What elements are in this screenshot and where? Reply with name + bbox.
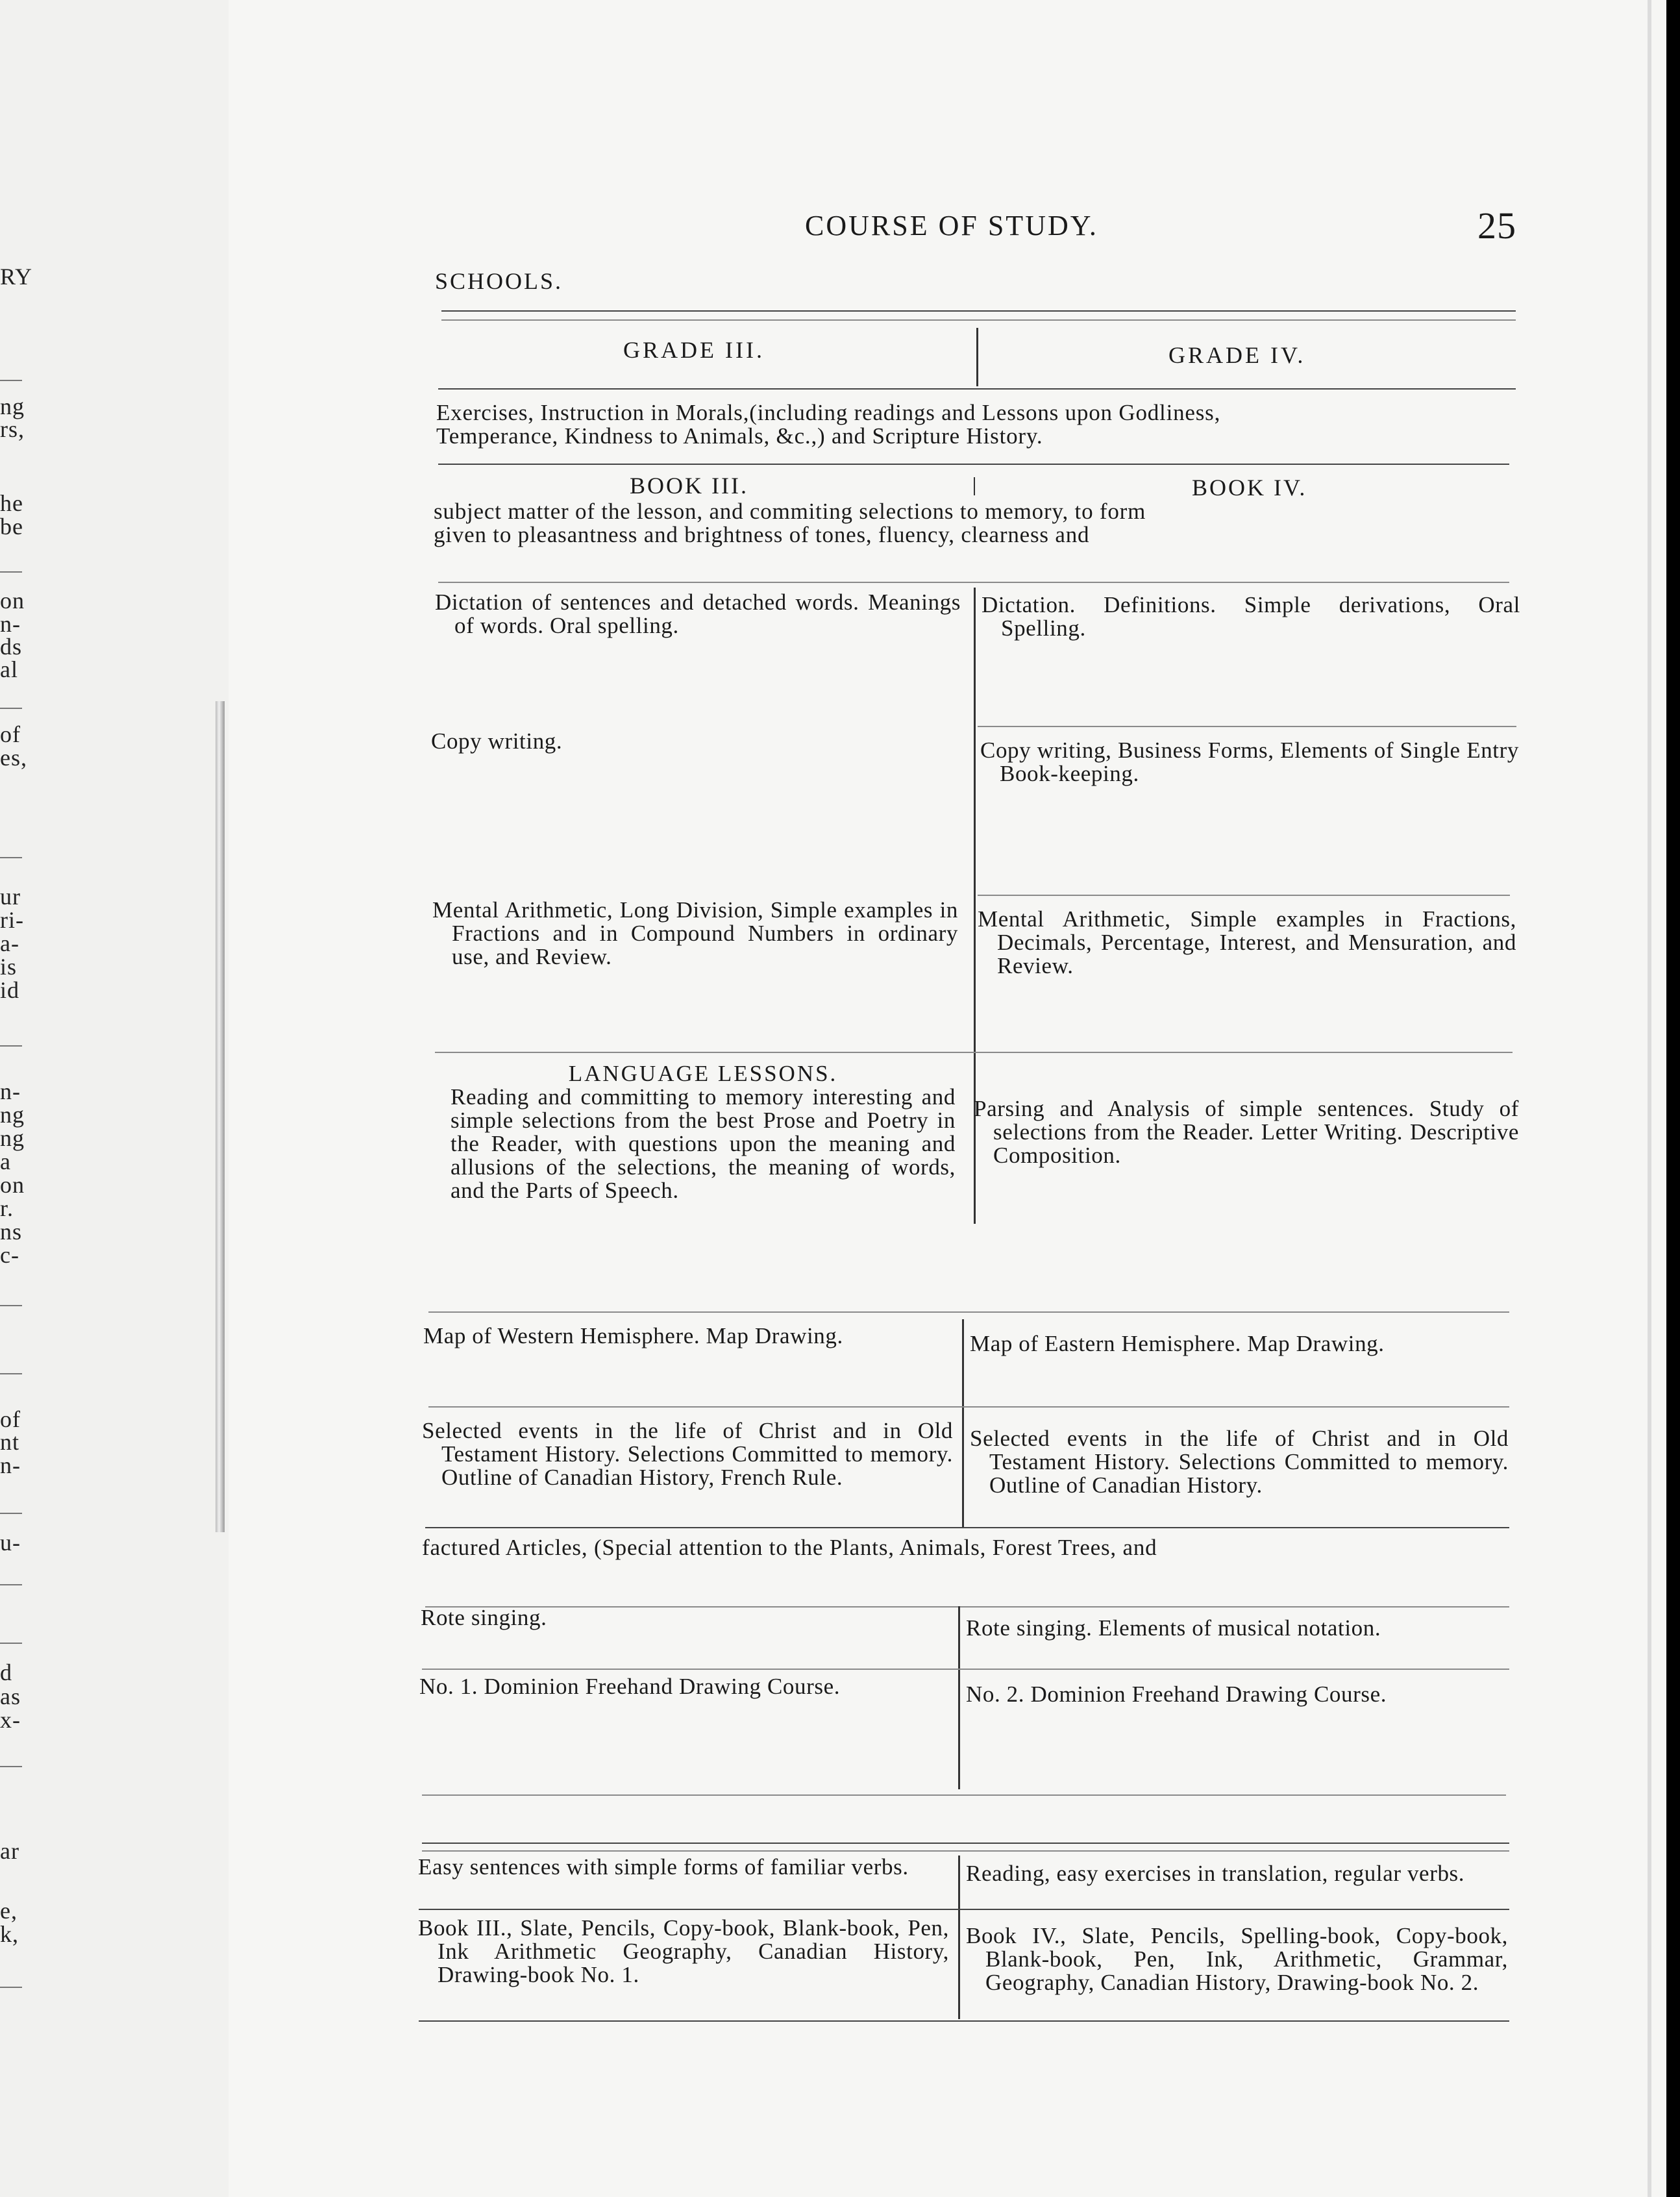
spelling-grade-iv: Dictation. Definitions. Simple derivations, Oral Spelling. [982,592,1520,641]
language-grade-iii [431,1062,956,1202]
left-fragment: he [0,490,23,516]
left-fragment: n- [0,611,21,637]
left-fragment: is [0,954,18,980]
spelling-grade-iii: Dictation of sentences and detached words. Meanings of words. Oral spelling. [435,590,961,638]
left-rule [0,1584,22,1585]
table-top-rule [441,319,1516,321]
row-rule [422,1794,1506,1796]
left-rule [0,1513,22,1514]
left-fragment: ng [0,1125,25,1151]
morals-line-2: Temperance, Kindness to Animals, &c.,) and Scripture History. [436,423,1043,449]
left-fragment: n- [0,1078,21,1104]
music-grade-iv: Rote singing. Elements of musical notation. [966,1615,1381,1641]
table-bottom-rule [419,2020,1509,2022]
column-divider [974,477,975,495]
left-rule [0,1766,22,1767]
history-grade-iv: Selected events in the life of Christ and in Old Testament History. Selections Committed to memory. Outline of Canadian History. [970,1426,1509,1498]
column-divider [958,1856,960,2019]
morals-line-1: Exercises, Instruction in Morals,(including readings and Lessons upon Godliness, [436,400,1221,425]
french-grade-iv: Reading, easy exercises in translation, regular verbs. [966,1861,1465,1886]
row-rule [422,1843,1509,1844]
left-fragment: of [0,721,21,747]
left-fragment: nt [0,1429,20,1455]
table-top-rule [441,310,1516,312]
left-fragment: x- [0,1707,21,1733]
row-rule [438,582,1509,583]
left-fragment: ng [0,393,25,419]
page-number: 25 [1477,205,1516,247]
book-iii-heading: BOOK III. [630,473,748,499]
writing-grade-iv: Copy writing, Business Forms, Elements of Single Entry Book-keeping. [980,738,1519,786]
reading-line-2: given to pleasantness and brightness of tones, fluency, clearness and [434,522,1090,547]
column-divider [958,1606,960,1789]
left-rule [0,1045,22,1047]
row-rule [438,388,1516,390]
drawing-grade-iv: No. 2. Dominion Freehand Drawing Course. [966,1682,1387,1707]
left-fragment: RY [0,264,33,290]
left-fragment: k, [0,1921,19,1947]
left-fragment: e, [0,1898,18,1924]
books-grade-iii: Book III., Slate, Pencils, Copy-book, Blank-book, Pen, Ink Arithmetic Geography, Canadian History, Drawing-book No. 1. [418,1915,949,1987]
section-label: SCHOOLS. [435,268,563,294]
row-rule [978,895,1510,896]
left-fragment: on [0,1172,25,1198]
left-fragment: rs, [0,416,25,442]
left-rule [0,1643,22,1644]
grade-iv-heading: GRADE IV. [1168,342,1306,368]
row-rule [422,1850,1509,1852]
left-fragment: a [0,1148,11,1174]
column-divider [962,1319,964,1527]
row-rule [428,1406,1509,1408]
book-iv-heading: BOOK IV. [1192,475,1307,501]
row-rule [425,1527,1509,1528]
left-rule [0,857,22,858]
left-rule [0,708,22,709]
geography-grade-iii: Map of Western Hemisphere. Map Drawing. [423,1323,843,1348]
writing-grade-iii: Copy writing. [431,728,563,754]
left-fragment: d [0,1659,12,1685]
left-fragment: ri- [0,907,24,933]
left-fragment: ng [0,1102,25,1128]
left-fragment: r. [0,1195,14,1221]
music-grade-iii: Rote singing. [421,1605,547,1630]
history-grade-iii: Selected events in the life of Christ and in Old Testament History. Selections Committed to memory. Outline of Canadian History, French Rule. [422,1418,953,1490]
book-spine [216,701,225,1532]
left-fragment: c- [0,1242,19,1268]
left-fragment: n- [0,1452,21,1478]
arithmetic-grade-iv: Mental Arithmetic, Simple examples in Fractions, Decimals, Percentage, Interest, and Mensuration, and Review. [978,906,1516,978]
column-divider [976,328,978,386]
row-rule [422,1669,1509,1670]
left-fragment: u- [0,1530,21,1556]
left-rule [0,1305,22,1306]
left-rule [0,571,22,573]
left-fragment: al [0,656,18,682]
row-rule [419,1909,1509,1910]
left-fragment: es, [0,745,27,771]
row-rule [438,464,1509,465]
left-fragment: ds [0,634,23,660]
geography-grade-iv: Map of Eastern Hemisphere. Map Drawing. [970,1331,1385,1356]
row-rule [978,726,1516,727]
grade-iii-heading: GRADE III. [623,337,765,363]
left-rule [0,380,22,381]
left-fragment: on [0,588,25,614]
left-fragment: id [0,977,20,1003]
arithmetic-grade-iii: Mental Arithmetic, Long Division, Simple examples in Fractions and in Compound Numbers in ordinary use, and Review. [432,897,958,969]
row-rule [428,1311,1509,1313]
drawing-grade-iii: No. 1. Dominion Freehand Drawing Course. [419,1674,841,1699]
language-grade-iv: Parsing and Analysis of simple sentences. Study of selections from the Reader. Letter Writing. Descriptive Composition. [974,1096,1519,1168]
left-rule [0,1373,22,1374]
language-lessons-heading: LANGUAGE LESSONS. [568,1061,838,1086]
french-grade-iii: Easy sentences with simple forms of familiar verbs. [418,1854,909,1880]
left-fragment: ns [0,1219,23,1245]
left-fragment: of [0,1406,21,1432]
object-lessons-line: factured Articles, (Special attention to the Plants, Animals, Forest Trees, and [422,1535,1157,1560]
left-fragment: a- [0,930,19,956]
left-fragment: ur [0,884,21,910]
left-fragment: be [0,514,23,540]
page-edge [1648,0,1651,2197]
left-fragment: ar [0,1838,19,1864]
reading-line-1: subject matter of the lesson, and commiting selections to memory, to form [434,499,1146,524]
left-rule [0,1987,22,1988]
books-grade-iv: Book IV., Slate, Pencils, Spelling-book, Copy-book, Blank-book, Pen, Ink, Arithmetic, Grammar, Geography, Canadian History, Drawing-book No. 2. [966,1923,1508,1995]
left-fragment: as [0,1683,21,1709]
running-title: COURSE OF STUDY. [805,210,1098,242]
language-grade-iii-text: Reading and committing to memory interesting and simple selections from the best Prose and Poetry in the Reader, with questions upon the meaning and allusions of the selections, the meaning of words, and the Parts of Speech. [451,1084,956,1203]
row-rule [435,1052,1513,1053]
